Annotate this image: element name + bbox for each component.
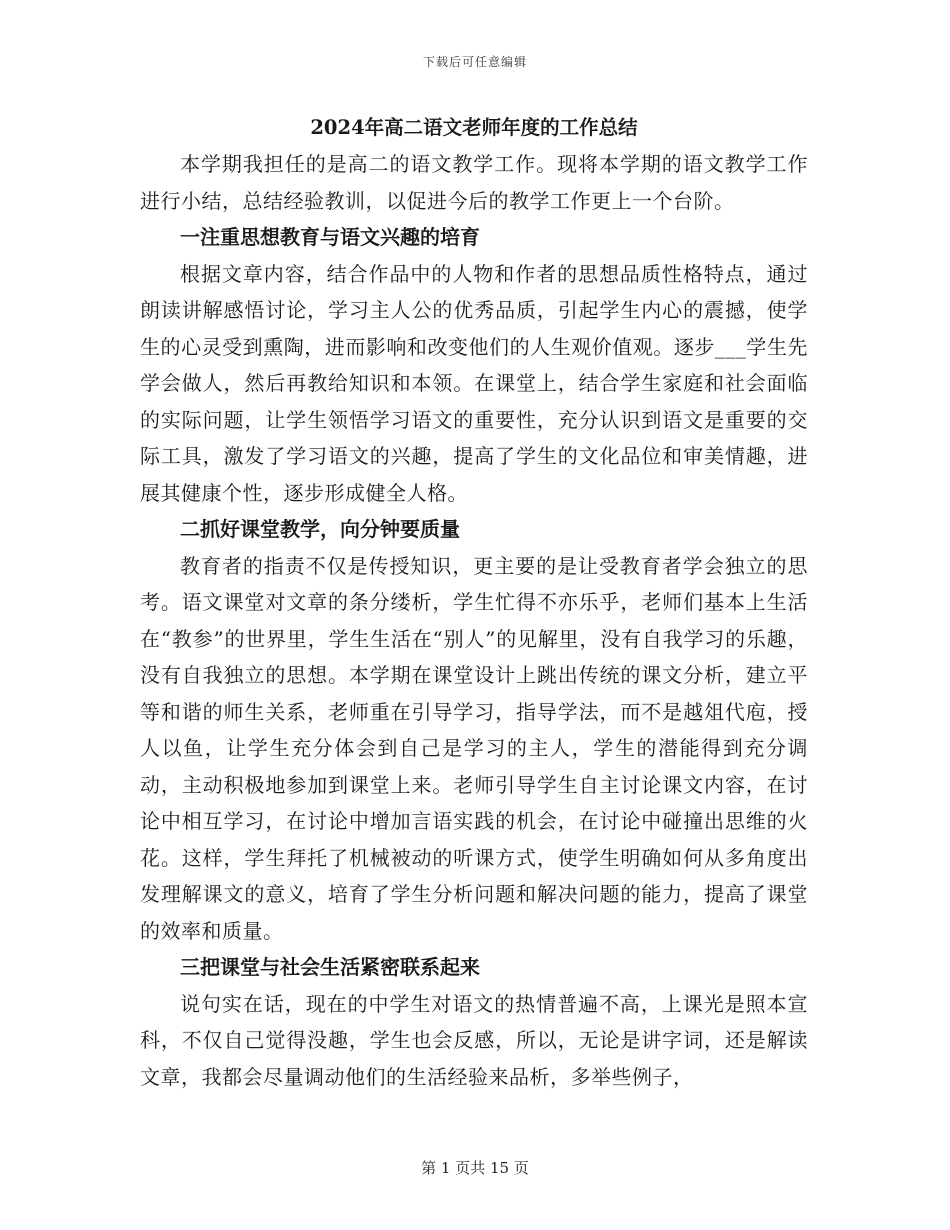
document-title: 2024年高二语文老师年度的工作总结: [310, 116, 638, 139]
document-body: [140, 112, 808, 1095]
section-body-1: 根据文章内容，结合作品中的人物和作者的思想品质性格特点，通过朗读讲解感悟讨论，学习主人公的优秀品质，引起学生内心的震撼，使学生的心灵受到熏陶，进而影响和改变他们的人生观价值观。逐步___学生先学会做人，然后再教给知识和本领。在课堂上，结合学生家庭和社会面临的实际问题，让学生领悟学习语文的重要性，充分认识到语文是重要的交际工具，激发了学习语文的兴趣，提高了学生的文化品位和审美情趣，进展其健康个性，逐步形成健全人格。: [140, 261, 808, 505]
section-body-3: 说句实在话，现在的中学生对语文的热情普遍不高，上课光是照本宣科，不仅自己觉得没趣，学生也会反感，所以，无论是讲字词，还是解读文章，我都会尽量调动他们的生活经验来品析，多举些例子，: [140, 991, 808, 1089]
section-heading-2: 二抓好课堂教学，向分钟要质量: [180, 517, 460, 541]
intro-paragraph: 本学期我担任的是高二的语文教学工作。现将本学期的语文教学工作进行小结，总结经验教训，以促进今后的教学工作更上一个台阶。: [140, 152, 808, 213]
page-number-footer: 第 1 页共 15 页: [421, 1159, 529, 1177]
section-heading-1: 一注重思想教育与语文兴趣的培育: [180, 225, 480, 249]
section-body-2: 教育者的指责不仅是传授知识，更主要的是让受教育者学会独立的思考。语文课堂对文章的条分缕析，学生忙得不亦乐乎，老师们基本上生活在“教参”的世界里，学生生活在“别人”的见解里，没有自我学习的乐趣，没有自我独立的思想。本学期在课堂设计上跳出传统的课文分析，建立平等和谐的师生关系，老师重在引导学习，指导学法，而不是越俎代庖，授人以鱼，让学生充分体会到自己是学习的主人，学生的潜能得到充分调动，主动积极地参加到课堂上来。老师引导学生自主讨论课文内容，在讨论中相互学习，在讨论中增加言语实践的机会，在讨论中碰撞出思维的火花。这样，学生拜托了机械被动的听课方式，使学生明确如何从多角度出发理解课文的意义，培育了学生分析问题和解决问题的能力，提高了课堂的效率和质量。: [140, 553, 808, 943]
section-heading-3: 三把课堂与社会生活紧密联系起来: [180, 955, 480, 979]
page-header: 下载后可任意编辑: [422, 55, 527, 69]
